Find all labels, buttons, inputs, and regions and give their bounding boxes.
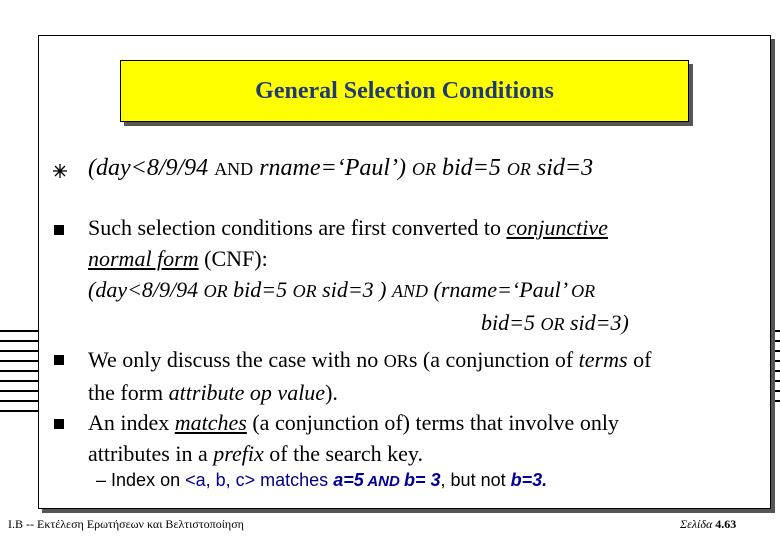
bullet-text: We only discuss the case with no xyxy=(88,347,384,372)
square-bullet-icon xyxy=(54,419,64,429)
decorative-rule xyxy=(0,350,38,352)
sub-text: matches xyxy=(255,470,334,490)
expr-or: OR xyxy=(540,314,565,334)
query-or: OR xyxy=(412,159,437,179)
attribute-op-value: attribute op value xyxy=(168,380,326,405)
bullet-cnf xyxy=(88,212,629,340)
sub-text: Index on xyxy=(111,470,186,490)
cnf-term: normal form xyxy=(88,246,199,271)
square-bullet-icon xyxy=(54,225,64,235)
condition: a=5 xyxy=(333,470,364,490)
dash: – xyxy=(96,470,107,490)
sub-bullet-index-example xyxy=(96,470,547,491)
decorative-rule xyxy=(0,400,38,402)
query-part: bid=5 xyxy=(436,155,507,181)
expr-part: (day<8/9/94 xyxy=(88,277,204,302)
expr-part: bid=5 xyxy=(481,310,541,335)
bullet-text: ). xyxy=(325,380,338,405)
expr-part: sid=3) xyxy=(564,310,629,335)
bullet-text: (CNF): xyxy=(198,246,268,271)
decorative-rule xyxy=(0,330,38,332)
slide-title xyxy=(120,60,689,122)
decorative-rule xyxy=(0,380,38,382)
query-and: AND xyxy=(214,159,254,179)
expr-or: OR xyxy=(203,281,228,301)
query-part: rname=‘Paul’) xyxy=(253,155,413,181)
ors-word: OR xyxy=(383,351,409,371)
expr-and: AND xyxy=(392,281,428,301)
expr-or: OR xyxy=(571,281,596,301)
bullet-text: of the search key. xyxy=(263,441,423,466)
bullet-text: attributes in a xyxy=(88,441,214,466)
decorative-rule xyxy=(0,360,38,362)
star-bullet-icon xyxy=(52,163,68,179)
bullet-text: of xyxy=(627,347,652,372)
condition-and: AND xyxy=(363,473,405,490)
bullet-text: s (a conjunction of xyxy=(408,347,579,372)
decorative-rule xyxy=(0,390,38,392)
decorative-rule xyxy=(0,370,38,372)
query-or: OR xyxy=(506,159,531,179)
condition: b=3. xyxy=(510,470,548,490)
condition: b= 3 xyxy=(404,470,441,490)
bullet-text: the form xyxy=(88,380,169,405)
sub-text: , but not xyxy=(440,470,511,490)
expr-part: sid=3 ) xyxy=(316,277,392,302)
bullet-text: An index xyxy=(88,410,175,435)
decorative-rule xyxy=(0,340,38,342)
search-key: <a, b, c> xyxy=(185,470,256,490)
bullet-text: (a conjunction of) terms that involve only xyxy=(246,410,619,435)
footer-right xyxy=(680,517,736,532)
title-text: General Selection Conditions xyxy=(255,77,554,104)
expr-or: OR xyxy=(292,281,317,301)
matches-word: matches xyxy=(174,410,247,435)
decorative-rule xyxy=(0,410,38,412)
prefix-word: prefix xyxy=(213,441,264,466)
cnf-term: conjunctive xyxy=(506,215,608,240)
bullet-text: Such selection conditions are first converted to xyxy=(88,215,507,240)
footer-left: I.B -- Εκτέλεση Ερωτήσεων και Βελτιστοποίηση xyxy=(8,517,244,531)
page-number: 4.63 xyxy=(715,517,737,531)
square-bullet-icon xyxy=(54,355,64,365)
query-part: sid=3 xyxy=(530,155,594,181)
bullet-index-matches xyxy=(88,407,619,469)
query-line xyxy=(88,153,593,185)
expr-part: bid=5 xyxy=(227,277,293,302)
query-part: (day<8/9/94 xyxy=(88,155,215,181)
page-label: Σελίδα xyxy=(680,517,713,531)
expr-part: (rname=‘Paul’ xyxy=(428,277,572,302)
bullet-no-ors xyxy=(88,344,651,408)
terms-word: terms xyxy=(578,347,628,372)
